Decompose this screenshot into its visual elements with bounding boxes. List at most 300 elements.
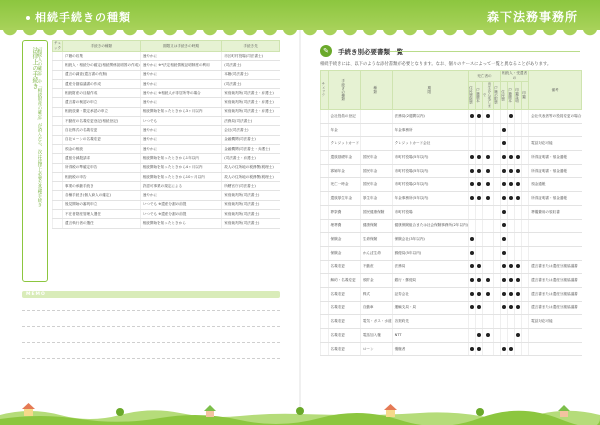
mark-cell [493, 260, 500, 274]
mark-cell [482, 274, 493, 288]
table-row [53, 79, 280, 88]
kind-cell: 年金 [328, 123, 360, 137]
table-cell: 市区町村役場(司法書士) [222, 52, 280, 61]
table-cell: 家庭裁判所(司法書士) [222, 200, 280, 209]
intro-text: 相続手続きには、以下のような添付書類が必要となります。なお、個々のケースによって一覧と異なることがあります。 [320, 62, 552, 67]
mark-cell [493, 178, 500, 192]
note-cell [529, 123, 582, 137]
required-mark [486, 169, 490, 173]
col-kind: 手続きの種類 [341, 78, 346, 101]
mark-cell [468, 233, 475, 247]
table-cell: 預金の相続 [63, 144, 141, 153]
table-row [53, 98, 280, 107]
table-row [321, 274, 582, 288]
type-cell: 国民年金 [360, 178, 392, 192]
mark-cell [515, 151, 522, 165]
table-row [53, 191, 280, 200]
check-cell[interactable] [53, 70, 63, 79]
table-cell: 速やかに ※相続人が非居所等の場合 [140, 89, 222, 98]
mark-cell [493, 192, 500, 206]
check-cell[interactable] [53, 98, 63, 107]
required-mark [477, 114, 481, 118]
mark-cell [508, 123, 515, 137]
check-cell[interactable] [53, 191, 63, 200]
mark-cell [522, 315, 529, 329]
check-cell[interactable] [53, 117, 63, 126]
check-cell[interactable] [321, 329, 329, 343]
table-row [321, 233, 582, 247]
table-row [53, 172, 280, 181]
table-cell: 家庭裁判所(司法書士) [222, 191, 280, 200]
table-row [53, 52, 280, 61]
note-cell: 遺言書または遺産分割協議書 [529, 301, 582, 315]
required-mark [509, 264, 513, 268]
check-cell[interactable] [53, 163, 63, 172]
deadline-cell: 健康保険組合または社会保険事務所(2年以内) [392, 219, 468, 233]
deadline-cell: 銀行・郵便局 [392, 274, 468, 288]
check-cell[interactable] [321, 315, 329, 329]
documents-table [320, 70, 582, 356]
required-mark [470, 278, 474, 282]
kind-cell: 名義変更 [328, 315, 360, 329]
mark-cell [482, 342, 493, 356]
deadline-cell: 運輸支局・局 [392, 301, 468, 315]
table-cell: 相続財産の目録作成 [63, 89, 141, 98]
table-row [53, 163, 280, 172]
table-cell: 相続放棄・限定承認の申立 [63, 107, 141, 116]
required-mark [470, 251, 474, 255]
mark-cell [468, 342, 475, 356]
kind-cell: 埋葬費 [328, 219, 360, 233]
note-cell: 電話対応可能 [529, 137, 582, 151]
table-cell: 金融機関(司法書士・弁護士) [222, 144, 280, 153]
table-cell: 速やかに [140, 135, 222, 144]
mark-cell [501, 233, 508, 247]
table-row [321, 246, 582, 260]
mark-cell [522, 260, 529, 274]
mark-cell [508, 342, 515, 356]
memo-line [22, 342, 280, 343]
table-cell: 速やかに [140, 79, 222, 88]
table-cell: 相続人・相続分の確定(相続関係説明図の作成) [63, 61, 141, 70]
table-cell: 故人の住所地の税務署(税理士) [222, 163, 280, 172]
check-cell[interactable] [321, 205, 329, 219]
table-cell: 遺言の調査(遺言書の有無) [63, 70, 141, 79]
page-title: 相続手続きの種類 [26, 9, 131, 25]
note-cell [529, 246, 582, 260]
required-mark [477, 196, 481, 200]
mark-cell [482, 315, 493, 329]
table-cell: いつでも [140, 117, 222, 126]
mark-cell [508, 287, 515, 301]
required-mark [477, 169, 481, 173]
note-cell: 遺言書または遺産分割協議書 [529, 287, 582, 301]
house-icon [386, 409, 395, 417]
check-cell[interactable] [321, 178, 329, 192]
mark-cell [501, 260, 508, 274]
check-cell[interactable] [321, 342, 329, 356]
check-cell[interactable] [321, 287, 329, 301]
table-cell: 速やかに ※*法定相続情報証明制度の利用 [140, 61, 222, 70]
required-mark [516, 155, 520, 159]
check-cell[interactable] [321, 233, 329, 247]
required-mark [470, 264, 474, 268]
deadline-cell: クレジットカード会社 [392, 137, 468, 151]
mark-cell [482, 164, 493, 178]
mark-cell [508, 315, 515, 329]
required-mark [470, 305, 474, 309]
mark-cell [482, 123, 493, 137]
col-deadline: 期限 [427, 85, 432, 94]
mark-cell [508, 301, 515, 315]
check-cell[interactable] [53, 52, 63, 61]
check-cell[interactable] [321, 274, 329, 288]
mark-cell [522, 287, 529, 301]
mark-cell [468, 151, 475, 165]
check-cell[interactable] [321, 260, 329, 274]
house-icon [560, 410, 568, 417]
required-mark [509, 347, 513, 351]
table-cell: 事業の承継手続き [63, 182, 141, 191]
type-cell: 健康保険 [360, 219, 392, 233]
mark-cell [468, 219, 475, 233]
mark-cell [468, 260, 475, 274]
table-cell: 不在者財産管理人選任 [63, 210, 141, 219]
check-cell[interactable] [53, 200, 63, 209]
table-cell: 速やかに [140, 52, 222, 61]
col-mark-header: 出生から死亡まで [482, 82, 492, 108]
mark-cell [468, 192, 475, 206]
table-row [53, 154, 280, 163]
required-mark [477, 155, 481, 159]
mark-cell [482, 260, 493, 274]
mark-cell [493, 287, 500, 301]
kind-cell: 寡婦年金 [328, 164, 360, 178]
table-row [321, 260, 582, 274]
mark-cell [501, 123, 508, 137]
section-rule [390, 51, 580, 52]
deadline-cell: 各契約先 [392, 315, 468, 329]
check-cell[interactable] [53, 219, 63, 228]
check-cell[interactable] [53, 89, 63, 98]
required-mark [470, 237, 474, 241]
type-cell: 不動産 [360, 260, 392, 274]
table-row [53, 210, 280, 219]
type-cell [360, 123, 392, 137]
table-cell: 自社ローンの名義変更 [63, 135, 141, 144]
required-mark [509, 155, 513, 159]
mark-cell [508, 274, 515, 288]
mark-cell [522, 301, 529, 315]
kind-cell: 解約・名義変更 [328, 274, 360, 288]
page-gutter [299, 30, 301, 425]
table-cell: 遺言執行者の選任 [63, 219, 141, 228]
side-label-box [22, 40, 48, 282]
mark-cell [508, 151, 515, 165]
kind-cell: 葬祭費 [328, 205, 360, 219]
mark-cell [468, 301, 475, 315]
required-mark [502, 223, 506, 227]
required-mark [509, 114, 513, 118]
check-cell[interactable] [53, 172, 63, 181]
table-cell: 相続開始を知ったときから1年以内 [140, 154, 222, 163]
mark-cell [475, 137, 482, 151]
col-check: チェック [321, 82, 326, 97]
memo-label: MEMO [26, 292, 46, 297]
kind-cell: 名義変更 [328, 260, 360, 274]
required-mark [516, 196, 520, 200]
table-cell: (司法書士) [222, 79, 280, 88]
table-row [53, 219, 280, 228]
required-mark [509, 196, 513, 200]
required-mark [486, 182, 490, 186]
kind-cell: 遺族厚生年金 [328, 192, 360, 206]
mark-cell [482, 192, 493, 206]
section-header [320, 45, 580, 57]
note-cell: 遺言書または遺産分割協議書 [529, 260, 582, 274]
office-name: 森下法務事務所 [486, 10, 578, 24]
mark-cell [508, 233, 515, 247]
table-cell: 速やかに [140, 191, 222, 200]
check-cell[interactable] [321, 137, 329, 151]
note-cell: 葬儀費用の領収書 [529, 205, 582, 219]
mark-cell [501, 329, 508, 343]
required-mark [502, 128, 506, 132]
mark-cell [475, 219, 482, 233]
mark-cell [475, 192, 482, 206]
mark-cell [522, 246, 529, 260]
mark-cell [493, 123, 500, 137]
col-mark-header: 印鑑 [522, 91, 527, 99]
table-row [321, 192, 582, 206]
mark-cell [493, 205, 500, 219]
kind-cell: 遺族基礎年金 [328, 151, 360, 165]
kind-cell: 名義変更 [328, 329, 360, 343]
mark-cell [468, 137, 475, 151]
required-mark [470, 114, 474, 118]
kind-cell: 保険金 [328, 233, 360, 247]
required-mark [486, 333, 490, 337]
type-cell [360, 137, 392, 151]
mark-cell [475, 315, 482, 329]
required-mark [502, 155, 506, 159]
col-mark-header: 戸籍謄本 [508, 87, 513, 103]
mark-cell [515, 287, 522, 301]
required-mark [509, 278, 513, 282]
required-mark [502, 347, 506, 351]
required-mark [502, 182, 506, 186]
table-cell: 本籍(司法書士) [222, 70, 280, 79]
required-mark [502, 278, 506, 282]
check-cell[interactable] [321, 151, 329, 165]
kind-cell: クレジットカード [328, 137, 360, 151]
kind-cell: 保険金 [328, 246, 360, 260]
check-cell[interactable] [53, 135, 63, 144]
check-cell[interactable] [321, 164, 329, 178]
table-row [53, 107, 280, 116]
note-cell: 電話対応可能 [529, 315, 582, 329]
mark-cell [508, 137, 515, 151]
required-mark [502, 210, 506, 214]
mark-cell [475, 151, 482, 165]
mark-cell [515, 178, 522, 192]
deadline-cell: 債権者 [392, 342, 468, 356]
mark-cell [522, 329, 529, 343]
type-cell: かんぽ生命 [360, 246, 392, 260]
table-cell: 家庭裁判所(司法書士) [222, 210, 280, 219]
mark-cell [468, 205, 475, 219]
col-mark-header: 住民票除票 [469, 86, 474, 104]
check-cell[interactable] [321, 219, 329, 233]
mark-cell [482, 151, 493, 165]
mark-cell [482, 178, 493, 192]
mark-cell [493, 164, 500, 178]
check-cell[interactable] [53, 182, 63, 191]
memo-line [22, 358, 280, 359]
mark-cell [508, 246, 515, 260]
note-cell: 会社代表者等の役員変更の場合 [529, 110, 582, 124]
table-cell: 速やかに [140, 98, 222, 107]
check-cell[interactable] [321, 123, 329, 137]
mark-cell [515, 233, 522, 247]
tree-icon [116, 408, 124, 416]
memo-line [22, 310, 280, 311]
check-cell[interactable] [321, 301, 329, 315]
kind-cell: 死亡一時金 [328, 178, 360, 192]
table-row [53, 182, 280, 191]
col-place: 手続き先 [222, 41, 280, 52]
group-heirs: 相続人・受遺者の [501, 71, 528, 80]
table-cell: 家庭裁判所(司法書士・弁護士) [222, 98, 280, 107]
type-cell: 電気・ガス・水道 [360, 315, 392, 329]
mark-cell [501, 315, 508, 329]
required-mark [477, 182, 481, 186]
mark-cell [482, 137, 493, 151]
kind-cell: 名義変更 [328, 342, 360, 356]
check-cell[interactable] [321, 192, 329, 206]
pencil-icon: ✎ [320, 45, 332, 57]
mark-cell [501, 287, 508, 301]
mark-cell [501, 192, 508, 206]
mark-cell [475, 233, 482, 247]
table-cell: いつでも ※遺産分割の前提 [140, 210, 222, 219]
mark-cell [508, 164, 515, 178]
deadline-cell: NTT [392, 329, 468, 343]
deadline-cell: 市町村役場(5年以内) [392, 151, 468, 165]
table-cell: 遺産分割協議書の作成 [63, 79, 141, 88]
check-cell[interactable] [53, 154, 63, 163]
deadline-cell: 年金事務所(5年以内) [392, 192, 468, 206]
mark-cell [522, 137, 529, 151]
table-cell: 不動産の名義変更登記(相続登記) [63, 117, 141, 126]
mark-cell [501, 137, 508, 151]
type-cell: 自動車 [360, 301, 392, 315]
mark-cell [522, 219, 529, 233]
mark-cell [493, 342, 500, 356]
side-title: 法律上の手続き [31, 47, 38, 89]
type-cell: 生命保険 [360, 233, 392, 247]
mark-cell [482, 110, 493, 124]
table-row [321, 137, 582, 151]
mark-cell [493, 137, 500, 151]
mark-cell [493, 329, 500, 343]
table-row [53, 70, 280, 79]
table-row [321, 342, 582, 356]
tree-icon [296, 407, 304, 415]
check-cell[interactable] [53, 79, 63, 88]
col-mark-header: 印鑑証明 [515, 87, 520, 103]
memo-line [22, 326, 280, 327]
check-cell[interactable] [53, 107, 63, 116]
check-cell[interactable] [53, 61, 63, 70]
mark-cell [522, 151, 529, 165]
type-cell: 国民年金 [360, 164, 392, 178]
table-cell: 相続開始を知ったときから3ヶ月以内 [140, 107, 222, 116]
deadline-cell: 市町村役場(5年以内) [392, 164, 468, 178]
col-mark-header: 戸籍の附票 [494, 86, 499, 104]
mark-cell [468, 123, 475, 137]
mark-cell [515, 260, 522, 274]
required-mark [502, 305, 506, 309]
table-cell: 遺留分減殺請求 [63, 154, 141, 163]
check-cell[interactable] [53, 144, 63, 153]
mark-cell [468, 164, 475, 178]
check-cell[interactable] [53, 126, 63, 135]
table-cell: 所得税の準確定申告 [63, 163, 141, 172]
type-cell: 株式 [360, 287, 392, 301]
deadline-cell: 年金事務所 [392, 123, 468, 137]
check-cell[interactable] [321, 246, 329, 260]
mark-cell [475, 178, 482, 192]
mark-cell [468, 329, 475, 343]
mark-cell [468, 287, 475, 301]
mark-cell [522, 192, 529, 206]
col-kind: 手続きの種類 [63, 41, 141, 52]
procedures-table [52, 40, 280, 229]
mark-cell [515, 192, 522, 206]
mark-cell [515, 110, 522, 124]
mark-cell [522, 110, 529, 124]
mark-cell [508, 192, 515, 206]
required-mark [477, 347, 481, 351]
table-row [321, 110, 582, 124]
mark-cell [493, 219, 500, 233]
mark-cell [482, 219, 493, 233]
table-row [53, 61, 280, 70]
mark-cell [501, 219, 508, 233]
check-cell[interactable] [53, 210, 63, 219]
table-row [321, 205, 582, 219]
required-mark [477, 278, 481, 282]
table-row [53, 126, 280, 135]
mark-cell [515, 123, 522, 137]
mark-cell [522, 205, 529, 219]
table-cell: いつでも ※遺産分割の前提 [140, 200, 222, 209]
mark-cell [515, 274, 522, 288]
mark-cell [515, 164, 522, 178]
mark-cell [468, 110, 475, 124]
required-mark [516, 278, 520, 282]
deadline-cell: 法務局(2週間以内) [392, 110, 468, 124]
kind-cell: 名義変更 [328, 301, 360, 315]
kind-cell: 会社役員の登記 [328, 110, 360, 124]
mark-cell [482, 287, 493, 301]
mark-cell [501, 110, 508, 124]
check-cell[interactable] [321, 110, 329, 124]
required-mark [470, 347, 474, 351]
required-mark [516, 305, 520, 309]
required-mark [477, 305, 481, 309]
